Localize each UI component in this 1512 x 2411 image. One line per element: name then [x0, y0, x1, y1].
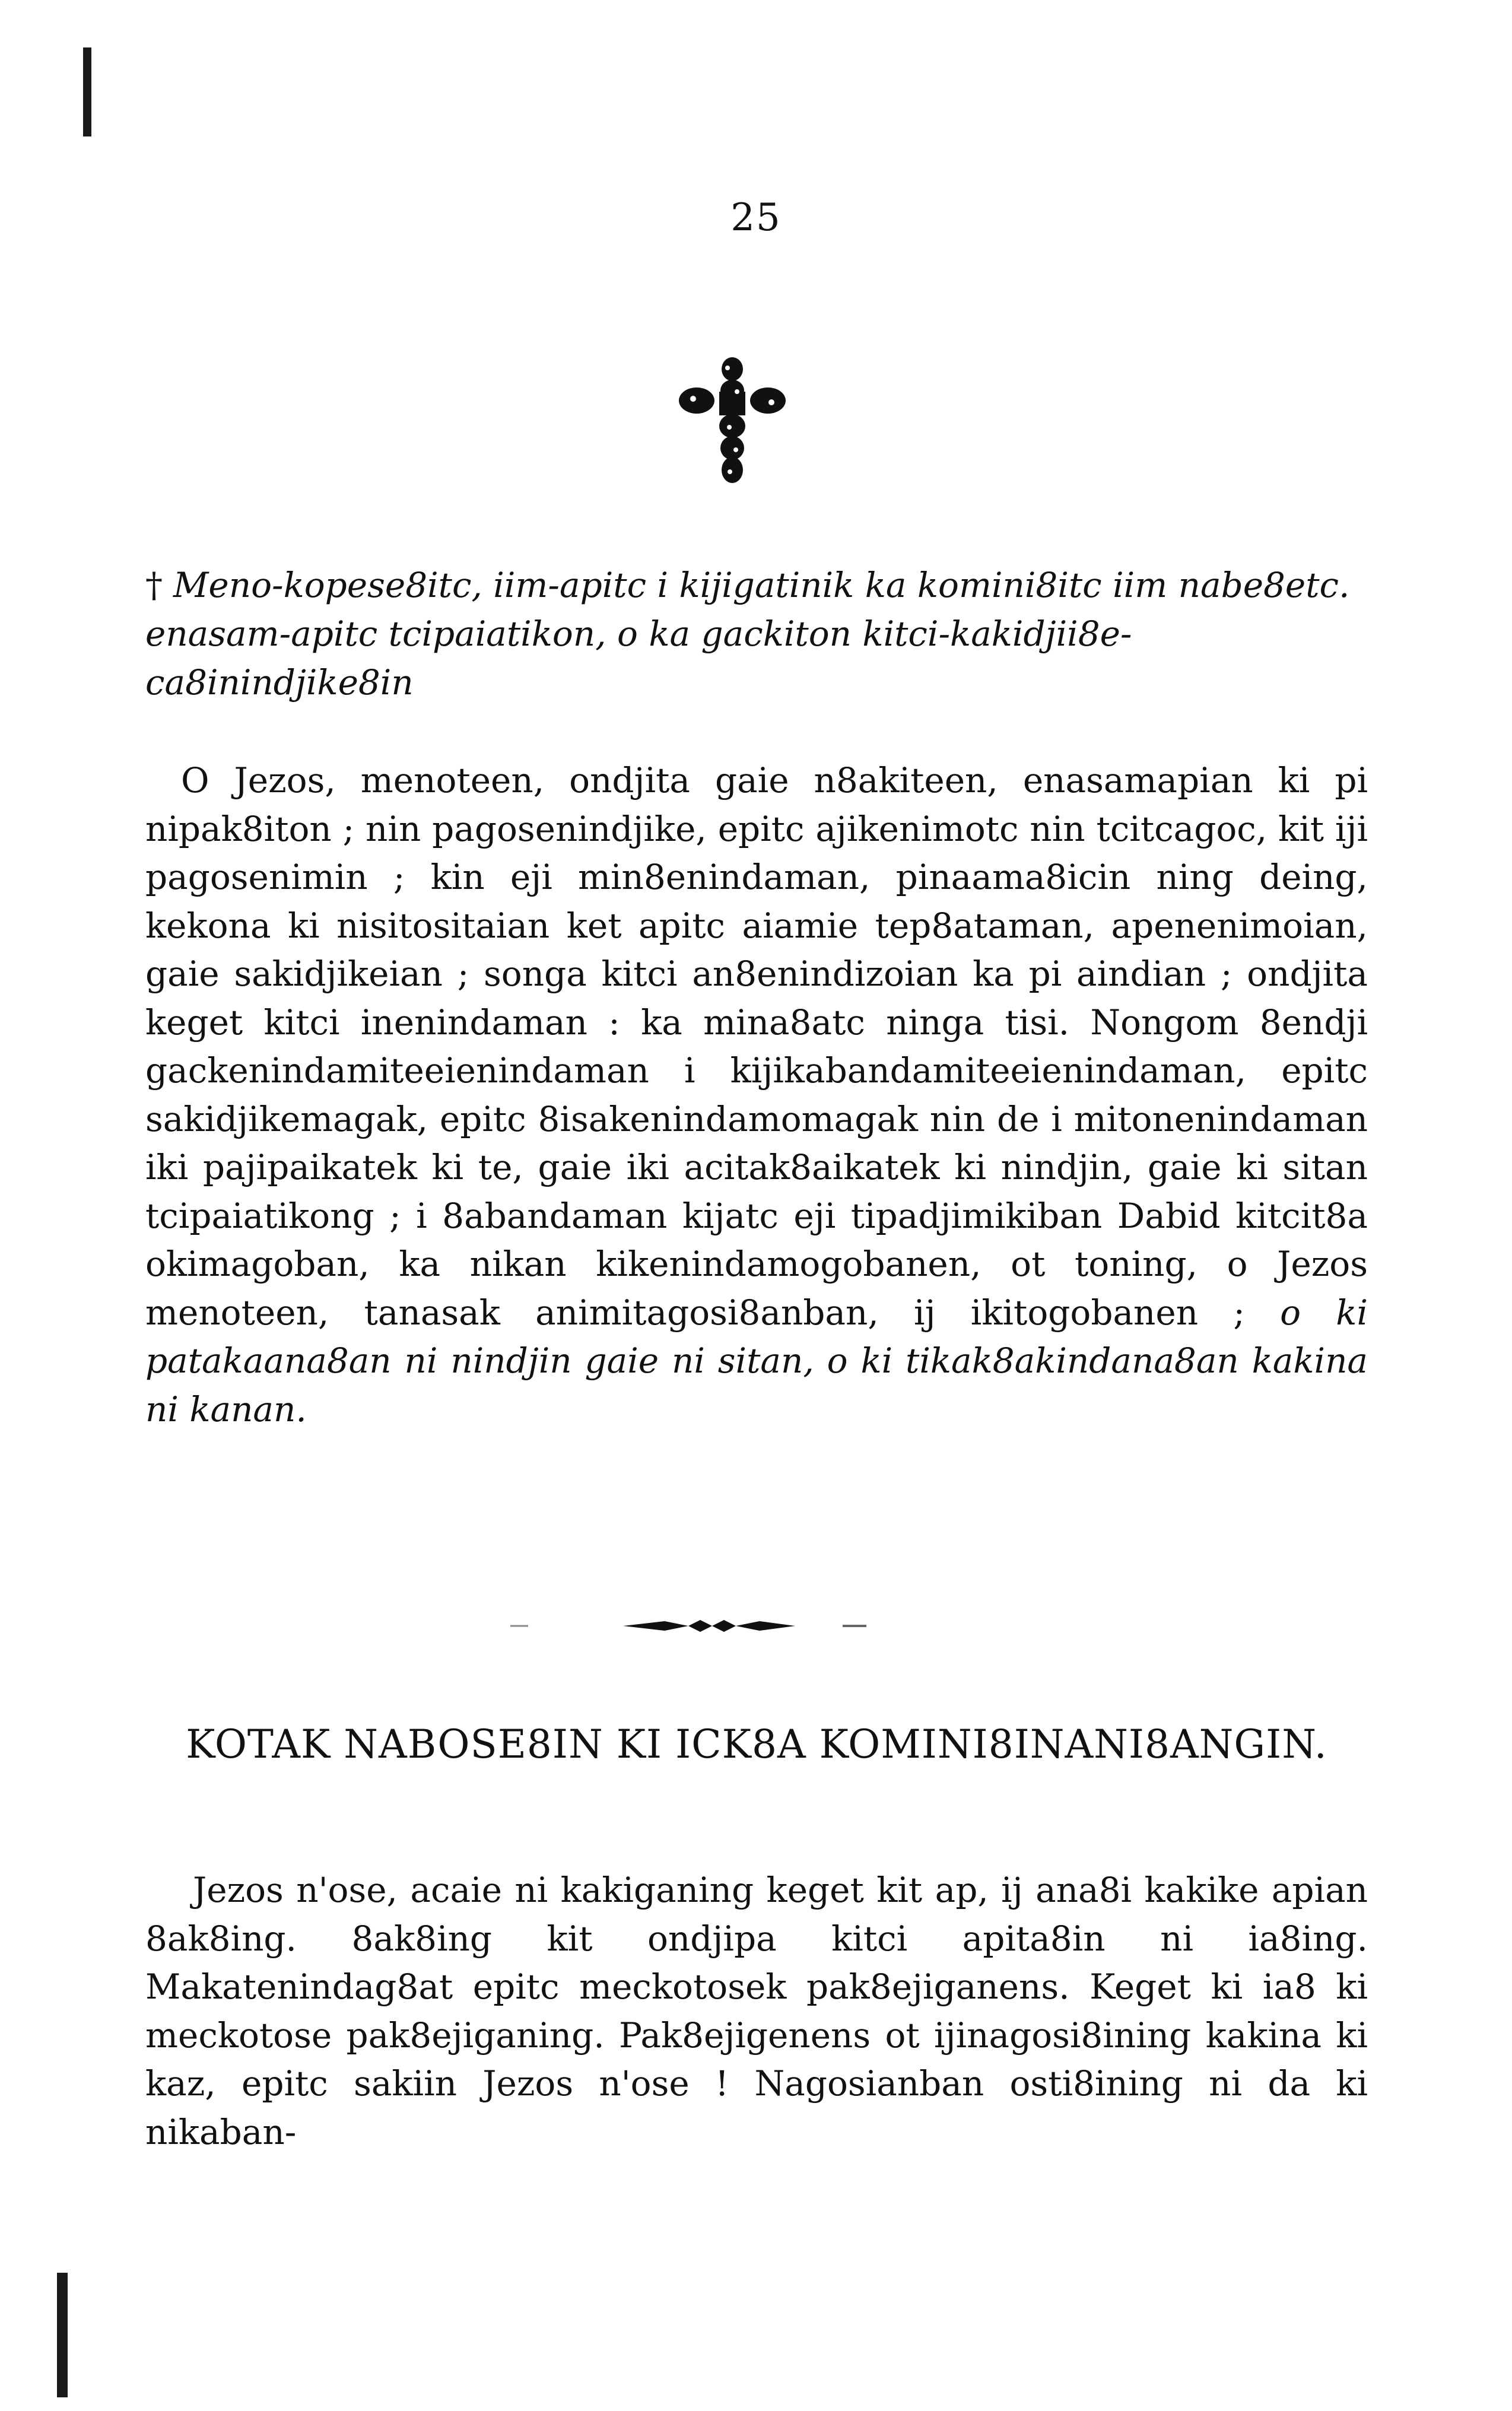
cross-ornament-icon [673, 356, 792, 487]
page-number: 25 [730, 196, 782, 240]
section-paragraph: Jezos n'ose, acaie ni kakiganing keget kit ap, ij ana8i kakike apian 8ak8ing. 8ak8ing kit ondjipa kitci apita8in ni ia8ing. Makatenindag8at epitc meckotosek pak8ejiganens. Keget ki ia8 ki meckotose pak8ejiganing. Pak8ejigenens ot ijinagosi8ining kakina ki kaz, epitc sakiin Jezos n'ose ! Nagosianban osti8ining ni da ki nikaban- [145, 1870, 1368, 2152]
section-divider-ornament [510, 1614, 1009, 1638]
dagger-mark: † [145, 565, 163, 605]
prayer-italic-quote: o ki patakaana8an ni nindjin gaie ni sitan, o ki tikak8akindana8an kakina ni kanan. [145, 1292, 1368, 1430]
prayer-paragraph [145, 757, 1368, 1434]
prayer-heading-text: Meno-kopese8itc, iim-apitc i kijigatinik ka komini8itc iim nabe8etc. enasam-apitc tcipaiatikon, o ka gackiton kitci-kakidjii8e-ca8inindjike8in [145, 565, 1350, 703]
prayer-text: O Jezos, menoteen, ondjita gaie n8akiteen, enasamapian ki pi nipak8iton ; nin pagosenindjike, epitc ajikenimotc nin tcitcagoc, kit iji pagosenimin ; kin eji min8enindaman, pinaama8icin ning deing, kekona ki nisitositaian ket apitc aiamie tep8ataman, apenenimoian, gaie sakidjikeian ; songa kitci an8enindizoian ka pi aindian ; ondjita keget kitci inenindaman : ka mina8atc ninga tisi. Nongom 8endji gackenindamiteeienindaman i kijikabandamiteeienindaman, epitc sakidjikemagak, epitc 8isakenindamomagak nin de i mitonenindaman iki pajipaikatek ki te, gaie iki acitak8aikatek ki nindjin, gaie ki sitan tcipaiatikong ; i 8abandaman kijatc eji tipadjimikiban Dabid kitcit8a okimagoban, ka nikan kikenindamogobanen, ot toning, o Jezos menoteen, tanasak animitagosi8anban, ij ikitogobanen ; [145, 760, 1368, 1333]
section-title: KOTAK NABOSE8IN KI ICK8A KOMINI8INANI8ANGIN. [186, 1721, 1327, 1767]
scan-artifact-top-left [83, 47, 91, 136]
scan-artifact-bottom-left [57, 2273, 68, 2397]
prayer-heading [145, 561, 1368, 707]
